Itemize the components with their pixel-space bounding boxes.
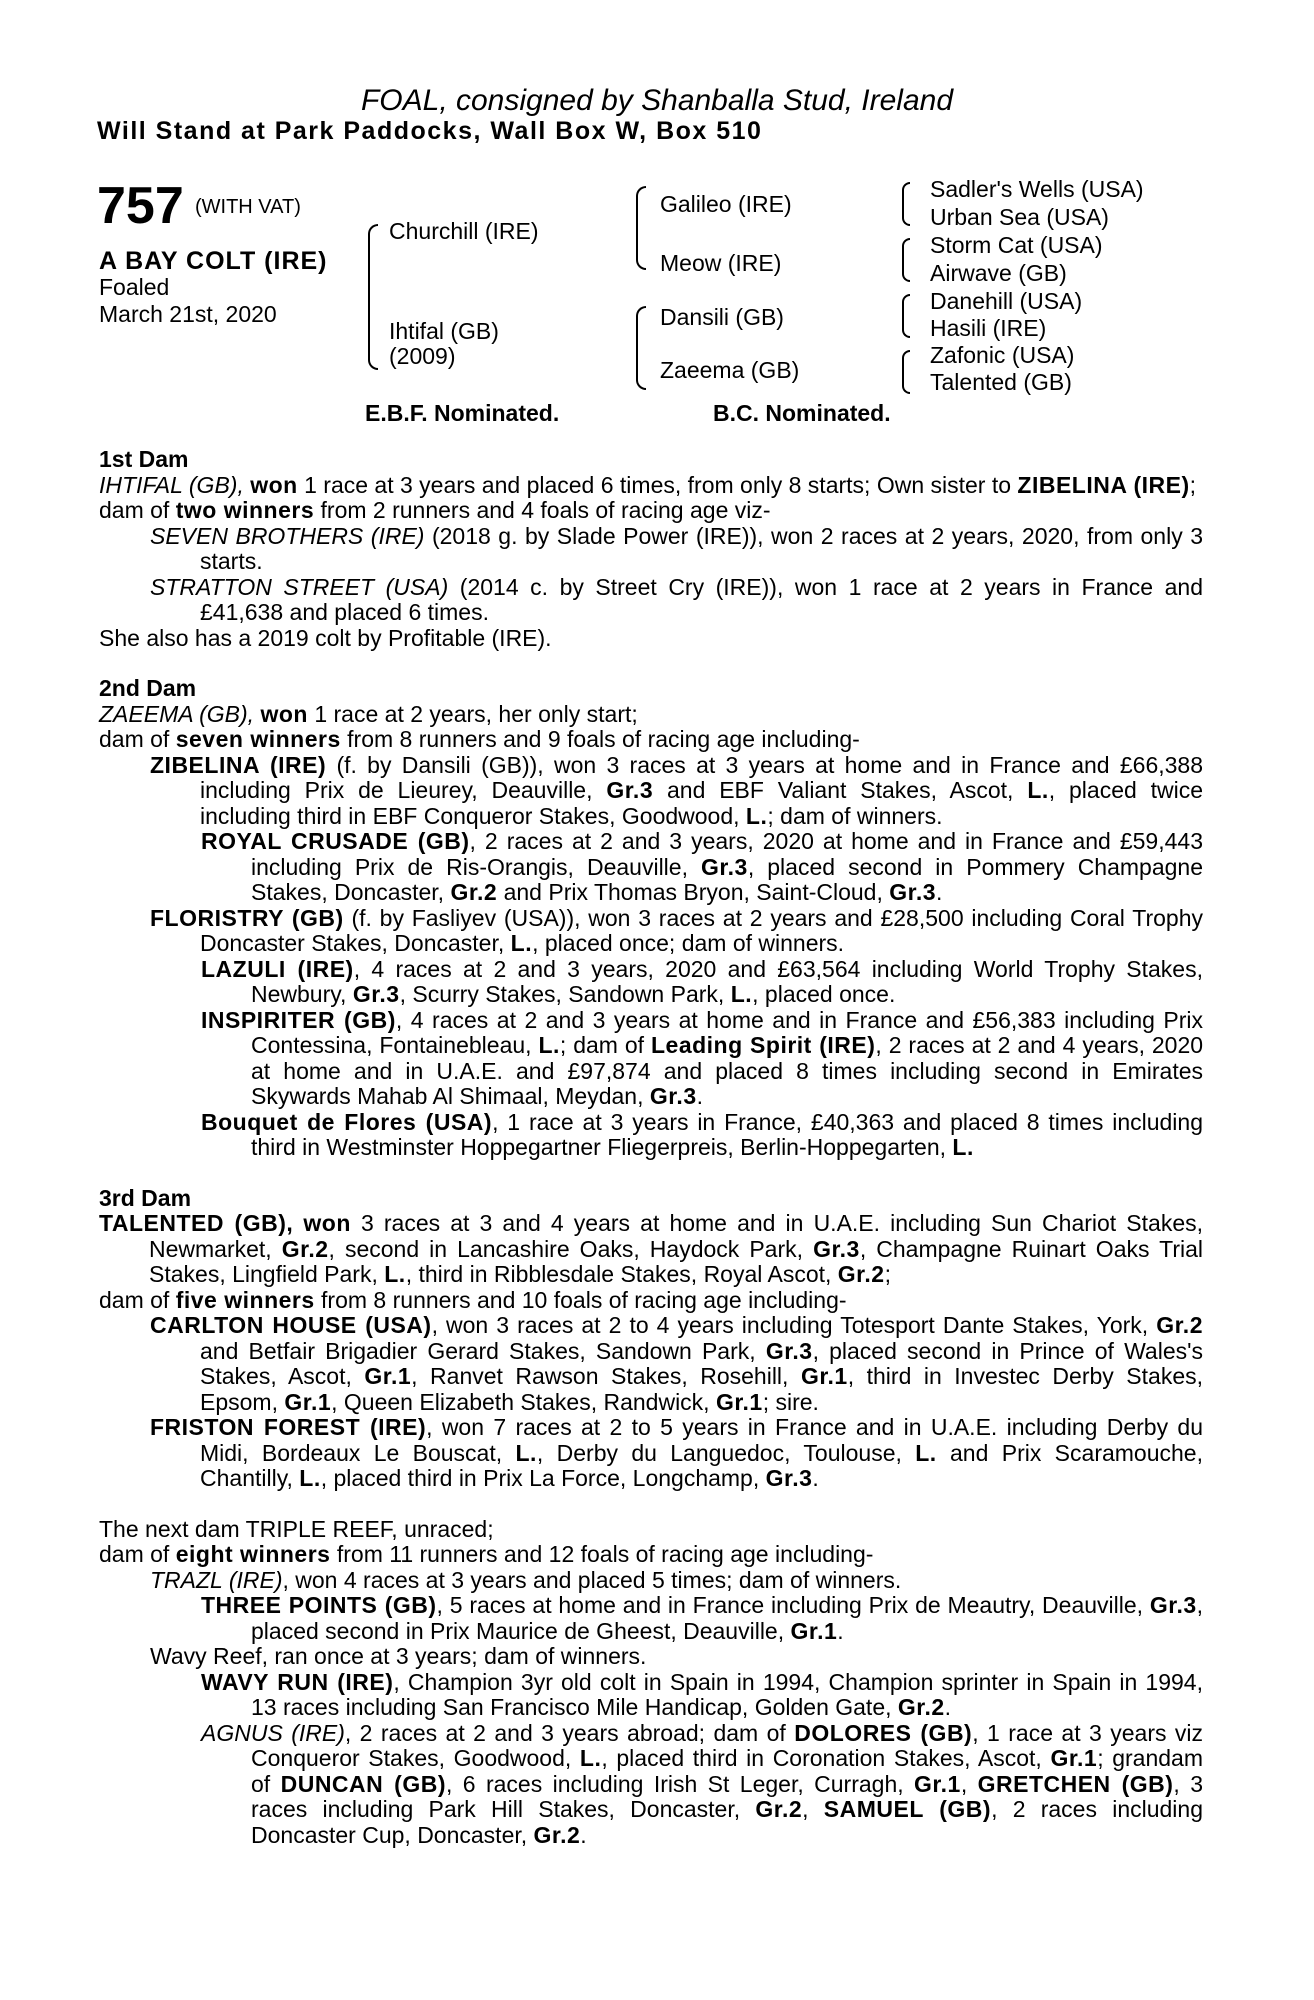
pedigree-ddd: Talented (GB) (930, 369, 1072, 395)
lot-number: 757 (97, 177, 184, 235)
pedigree-sds: Storm Cat (USA) (930, 232, 1103, 258)
pedigree-dam: Ihtifal (GB) (389, 318, 499, 344)
ebf-nominated: E.B.F. Nominated. (365, 400, 560, 426)
next-foal-trazl: TRAZL (IRE), won 4 races at 3 years and placed 5 times; dam of winners. (150, 1566, 902, 1593)
dam1-foal-seven-brothers: SEVEN BROTHERS (IRE) (2018 g. by Slade Power (IRE)), won 2 races at 2 years, 2020, from only 3 starts. (150, 522, 1204, 574)
pedigree-bracket-sire (636, 186, 646, 270)
dam2-foal-zibelina: ZIBELINA (IRE) (f. by Dansili (GB)), won 3 races at 3 years at home and in France and £66,388 including Prix de Lieurey, Deauville, Gr.3 and EBF Valiant Stakes, Ascot, L., placed twice including third in EBF Conqueror Stakes, Goodwood, L.; dam of winners. (150, 751, 1204, 829)
pedigree-ds: Dansili (GB) (660, 304, 784, 330)
pedigree-dds: Zafonic (USA) (930, 342, 1075, 368)
dam3-produce: dam of five winners from 8 runners and 10 foals of racing age including- (99, 1286, 847, 1313)
next-grandfoal-agnus: AGNUS (IRE), 2 races at 2 and 3 years abroad; dam of DOLORES (GB), 1 race at 3 years viz Conqueror Stakes, Goodwood, L., placed third in Coronation Stakes, Ascot, Gr.1; grandam of DUNCAN (GB), 6 races including Irish St Leger, Curragh, Gr.1, GRETCHEN (GB), 3 races including Park Hill Stakes, Doncaster, Gr.2, SAMUEL (GB), 2 races including Doncaster Cup, Doncaster, Gr.2. (201, 1719, 1204, 1848)
pedigree-ssd: Urban Sea (USA) (930, 204, 1109, 230)
dam2-record: ZAEEMA (GB), won 1 race at 2 years, her only start; (99, 700, 638, 727)
pedigree-bracket-dam (636, 306, 646, 390)
next-dam-line: The next dam TRIPLE REEF, unraced; (99, 1515, 494, 1542)
pedigree-bracket-ds (902, 294, 910, 338)
next-foal-wavy-reef: Wavy Reef, ran once at 3 years; dam of winners. (150, 1643, 647, 1669)
dam3-foal-carlton-house: CARLTON HOUSE (USA), won 3 races at 2 to 4 years including Totesport Dante Stakes, York, Gr.2 and Betfair Brigadier Gerard Stakes, Sandown Park, Gr.3, placed second in Prince of Wales's Stakes, Ascot, Gr.1, Ranvet Rawson Stakes, Rosehill, Gr.1, third in Investec Derby Stakes, Epsom, Gr.1, Queen Elizabeth Stakes, Randwick, Gr.1; sire. (150, 1312, 1204, 1415)
pedigree-dam-year: (2009) (389, 343, 456, 369)
dam1-produce: dam of two winners from 2 runners and 4 foals of racing age viz- (99, 497, 771, 523)
dam2-heading: 2nd Dam (99, 675, 197, 701)
vat-note: (WITH VAT) (195, 196, 301, 218)
bc-nominated: B.C. Nominated. (713, 400, 891, 426)
dam2-grandfoal-inspiriter: INSPIRITER (GB), 4 races at 2 and 3 years at home and in France and £56,383 including Prix Contessina, Fontainebleau, L.; dam of Leading Spirit (IRE), 2 races at 2 and 4 years, 2020 at home and in U.A.E. and £97,874 and placed 8 times including second in Emirates Skywards Mahab Al Shimaal, Meydan, Gr.3. (201, 1006, 1204, 1109)
pedigree-sire: Churchill (IRE) (389, 218, 539, 244)
pedigree-bracket-dd (902, 350, 910, 394)
lot-title: A BAY COLT (IRE) (99, 247, 328, 275)
foaled-label: Foaled (99, 274, 170, 300)
pedigree-dss: Danehill (USA) (930, 288, 1083, 314)
dam2-grandfoal-royal-crusade: ROYAL CRUSADE (GB), 2 races at 2 and 3 years, 2020 at home and in France and £59,443 including Prix de Ris-Orangis, Deauville, Gr.3, placed second in Pommery Champagne Stakes, Doncaster, Gr.2 and Prix Thomas Bryon, Saint-Cloud, Gr.3. (201, 828, 1204, 905)
pedigree-bracket-main (368, 224, 378, 370)
dam1-other: She also has a 2019 colt by Profitable (IRE). (99, 624, 552, 651)
pedigree-sd: Meow (IRE) (660, 250, 782, 276)
dam1-record: IHTIFAL (GB), won 1 race at 3 years and placed 6 times, from only 8 starts; Own sister to ZIBELINA (IRE); (99, 471, 1197, 498)
pedigree-ss: Galileo (IRE) (660, 191, 792, 217)
stand-line: Will Stand at Park Paddocks, Wall Box W, Box 510 (97, 117, 763, 145)
dam3-record: TALENTED (GB), won 3 races at 3 and 4 years at home and in U.A.E. including Sun Chariot Stakes, Newmarket, Gr.2, second in Lancashire Oaks, Haydock Park, Gr.3, Champagne Ruinart Oaks Trial Stakes, Lingfield Park, L., third in Ribblesdale Stakes, Royal Ascot, Gr.2; (99, 1210, 1204, 1287)
dam1-heading: 1st Dam (99, 446, 189, 472)
dam2-grandfoal-lazuli: LAZULI (IRE), 4 races at 2 and 3 years, 2020 and £63,564 including World Trophy Stakes, Newbury, Gr.3, Scurry Stakes, Sandown Park, L., placed once. (201, 955, 1203, 1007)
next-grandfoal-wavy-run: WAVY RUN (IRE), Champion 3yr old colt in Spain in 1994, Champion sprinter in Spain in 1994, 13 races including San Francisco Mile Handicap, Golden Gate, Gr.2. (201, 1668, 1203, 1720)
catalogue-body (99, 447, 1203, 1848)
pedigree-dd: Zaeema (GB) (660, 357, 800, 383)
dam3-foal-friston-forest: FRISTON FOREST (IRE), won 7 races at 2 to 5 years in France and in U.A.E. including Derby du Midi, Bordeaux Le Bouscat, L., Derby du Languedoc, Toulouse, L. and Prix Scaramouche, Chantilly, L., placed third in Prix La Force, Longchamp, Gr.3. (150, 1414, 1203, 1491)
pedigree-bracket-ss (902, 182, 910, 226)
foaled-date: March 21st, 2020 (99, 301, 277, 327)
pedigree-dsd: Hasili (IRE) (930, 315, 1047, 341)
next-dam-produce: dam of eight winners from 11 runners and 12 foals of racing age including- (99, 1541, 874, 1567)
dam2-foal-floristry: FLORISTRY (GB) (f. by Fasliyev (USA)), won 3 races at 2 years and £28,500 including Coral Trophy Doncaster Stakes, Doncaster, L., placed once; dam of winners. (150, 904, 1203, 956)
dam1-foal-stratton-street: STRATTON STREET (USA) (2014 c. by Street Cry (IRE)), won 1 race at 2 years in France and £41,638 and placed 6 times. (150, 573, 1203, 625)
pedigree-bracket-sd (902, 238, 910, 282)
dam2-produce: dam of seven winners from 8 runners and 9 foals of racing age including- (99, 726, 860, 752)
pedigree-sss: Sadler's Wells (USA) (930, 176, 1144, 202)
dam3-heading: 3rd Dam (99, 1184, 192, 1211)
pedigree-sdd: Airwave (GB) (930, 260, 1067, 286)
consignor-line: FOAL, consigned by Shanballa Stud, Ireland (360, 84, 954, 117)
dam2-grandfoal-bouquet: Bouquet de Flores (USA), 1 race at 3 years in France, £40,363 and placed 8 times including third in Westminster Hoppegartner Fliegerpreis, Berlin-Hoppegarten, L. (201, 1108, 1203, 1160)
next-grandfoal-three-points: THREE POINTS (GB), 5 races at home and in France including Prix de Meautry, Deauville, Gr.3, placed second in Prix Maurice de Gheest, Deauville, Gr.1. (201, 1592, 1204, 1644)
